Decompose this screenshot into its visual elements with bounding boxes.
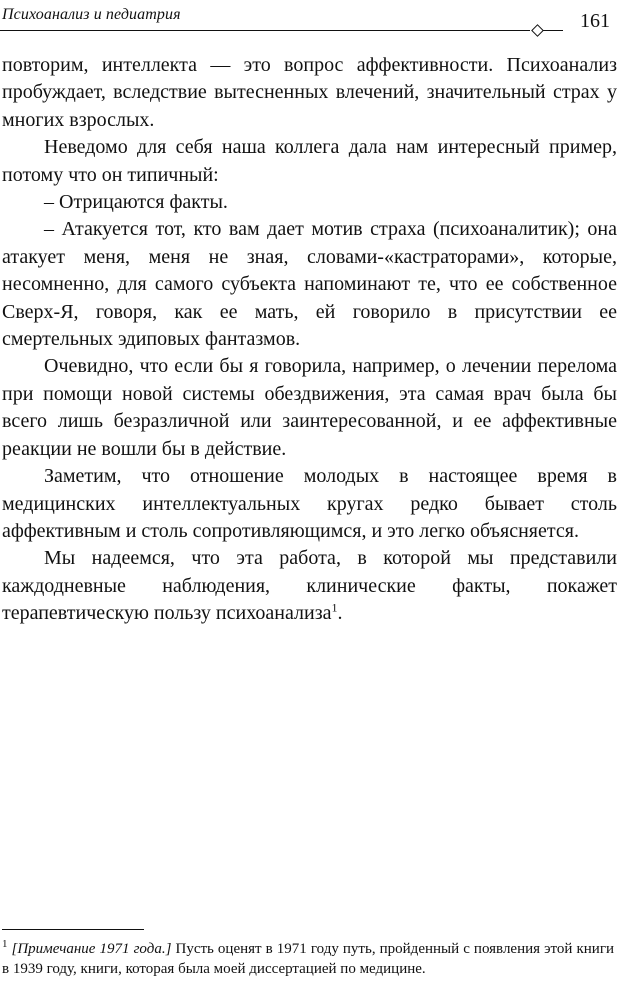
page-number: 161	[580, 10, 610, 32]
header-rule-tail	[543, 30, 563, 31]
running-head-title: Психоанализ и педиатрия	[2, 6, 181, 23]
body-text	[2, 52, 617, 628]
paragraph-7-end: .	[337, 602, 343, 625]
paragraph-1: повторим, интеллекта — это вопрос аффективности. Психоанализ пробуждает, вследствие вытесненных влечений, значительный страх у многих взрослых.	[2, 54, 617, 131]
paragraph-3: – Отрицаются факты.	[44, 191, 228, 214]
footnote-reference[interactable]: 1	[331, 600, 338, 615]
paragraph-5: Очевидно, что если бы я говорила, например, о лечении перелома при помощи новой системы обездвижения, эта самая врач была бы всего лишь безразличной или заинтересованной, и ее аффективные реакции не вошли бы в действие.	[2, 355, 617, 460]
footnote-separator	[2, 929, 144, 930]
footnote-text: Пусть оценят в 1971 году путь, пройденный с появления этой книги в 1939 году, книги, которая была моей диссертацией по медицине.	[2, 941, 615, 977]
paragraph-7	[2, 545, 617, 627]
paragraph-6: Заметим, что отношение молодых в настоящее время в медицинских интеллектуальных кругах редко бывает столь аффективным и столь сопротивляющимся, и это легко объясняется.	[2, 465, 617, 542]
header-rule	[0, 30, 530, 31]
diamond-ornament-icon	[531, 24, 544, 37]
footnote-marker: 1	[2, 938, 8, 950]
footnote-note-label: [Примечание 1971 года.]	[11, 941, 172, 957]
paragraph-4: – Атакуется тот, кто вам дает мотив страха (психоаналитик); она атакует меня, меня не зная, словами-«кастраторами», которые, несомненно, для самого субъекта напоминают те, что ее собственное Сверх-Я, говоря, как ее мать, ей говорило в присутствии ее смертельных эдиповых фантазмов.	[2, 218, 617, 351]
paragraph-7-text: Мы надеемся, что эта работа, в которой мы представили каждодневные наблюдения, клинические факты, покажет терапевтическую пользу психоанализа	[2, 547, 617, 625]
paragraph-2: Неведомо для себя наша коллега дала нам интересный пример, потому что он типичный:	[2, 136, 617, 186]
footnote	[2, 939, 614, 979]
